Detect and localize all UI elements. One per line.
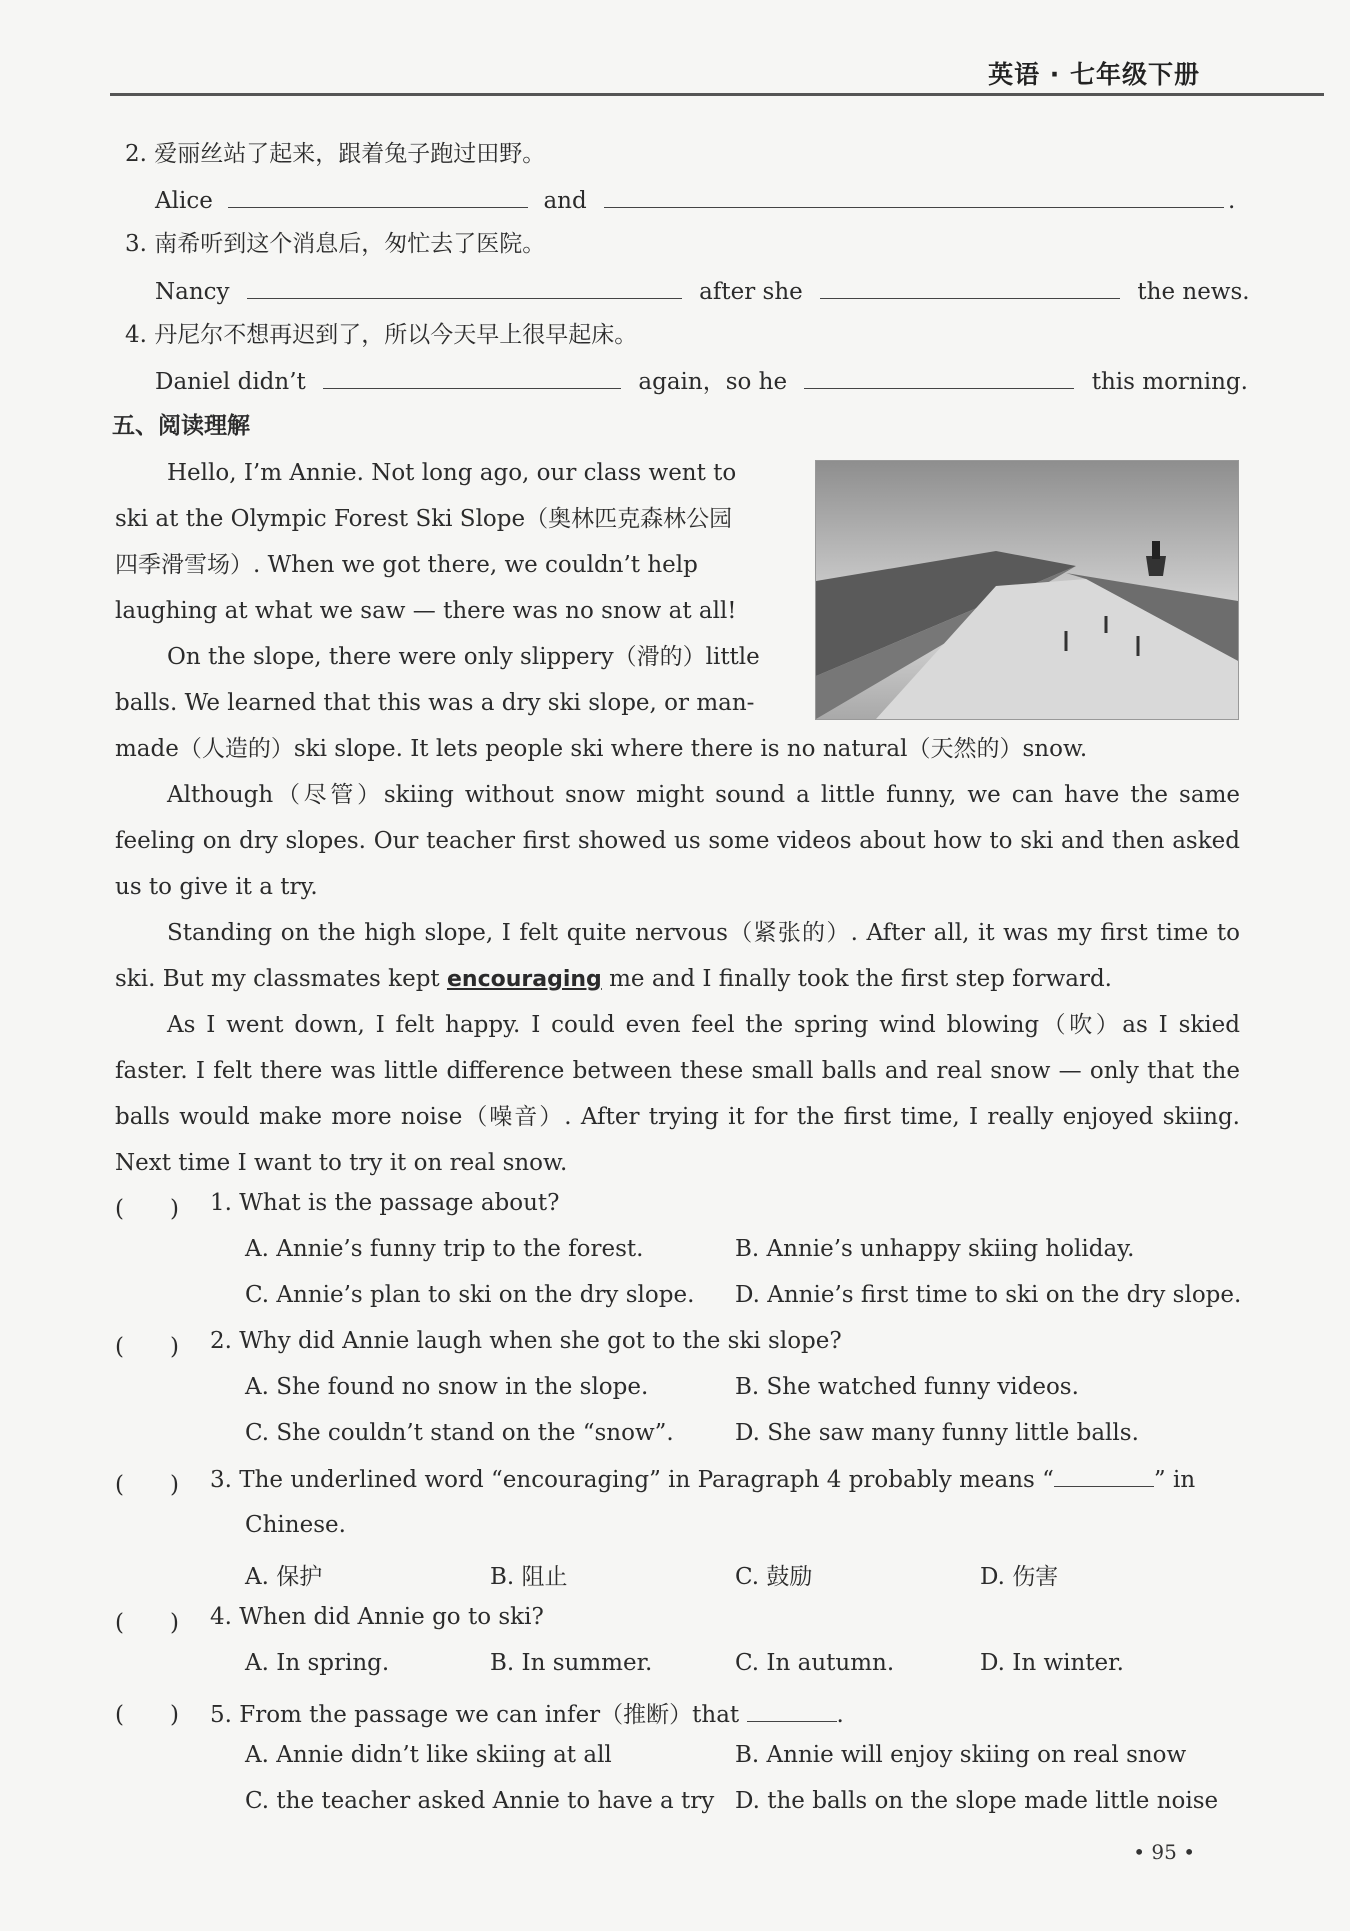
chinese-sentence: 爱丽丝站了起来，跟着兔子跑过田野。 [154,141,546,167]
sentence-word: after she [699,279,803,305]
item-number: 2. [125,141,147,167]
answer-paren[interactable]: ( ) [115,1334,179,1360]
answer-blank[interactable] [323,362,621,389]
translation-item-3-chinese [125,226,545,262]
translation-item-2-answer [155,181,1235,217]
sentence-punct: . [1228,188,1236,214]
page-number: • 95 • [1133,1840,1195,1864]
answer-blank[interactable] [1054,1466,1154,1487]
option-d[interactable]: D. the balls on the slope made little noise [735,1788,1219,1814]
answer-blank[interactable] [820,272,1120,299]
question-2-stem: 2. Why did Annie laugh when she got to the ski slope? [210,1328,842,1354]
answer-blank[interactable] [247,272,682,299]
passage-paragraph-3: Although（尽管）skiing without snow might sound a little funny, we can have the same feeling on dry slopes. Our teacher first showed us some videos about how to ski and then asked us to give it a try. [115,782,1240,900]
answer-blank[interactable] [604,181,1224,208]
answer-blank[interactable] [228,181,528,208]
option-b[interactable]: B. 阻止 [490,1564,568,1590]
passage-paragraph-1: Hello, I’m Annie. Not long ago, our class went to ski at the Olympic Forest Ski Slope（奥林匹克森林公园 四季滑雪场）. When we got there, we couldn’t help laughing at what we saw — there was no snow at all! On the slope, there were only slippery（滑的）little balls. We learned that this was a dry ski slope, or man- [115,460,760,716]
option-b[interactable]: B. She watched funny videos. [735,1374,1079,1400]
option-b[interactable]: B. Annie will enjoy skiing on real snow [735,1742,1187,1768]
option-a[interactable]: A. In spring. [245,1650,390,1676]
question-3-stem: 3. The underlined word “encouraging” in Paragraph 4 probably means “ ” in [210,1467,1196,1493]
sentence-word: Alice [155,188,213,214]
option-a[interactable]: A. Annie didn’t like skiing at all [245,1742,612,1768]
option-d[interactable]: D. 伤害 [980,1564,1059,1590]
sentence-word: Daniel didn’t [155,369,306,395]
option-b[interactable]: B. Annie’s unhappy skiing holiday. [735,1236,1135,1262]
passage-paragraph-4: Standing on the high slope, I felt quite nervous（紧张的）. After all, it was my first time to ski. But my classmates kept encouraging me and I finally took the first step forward. [115,920,1240,992]
page-header-title: 英语 · 七年级下册 [988,60,1200,89]
option-b[interactable]: B. In summer. [490,1650,653,1676]
answer-blank[interactable] [747,1701,837,1722]
header-divider [110,93,1324,96]
answer-paren[interactable]: ( ) [115,1702,179,1728]
section-title: 五、阅读理解 [112,413,250,439]
question-4-stem: 4. When did Annie go to ski? [210,1604,544,1630]
answer-paren[interactable]: ( ) [115,1472,179,1498]
translation-item-2-chinese [125,136,545,172]
option-d[interactable]: D. In winter. [980,1650,1124,1676]
option-a[interactable]: A. Annie’s funny trip to the forest. [245,1236,644,1262]
option-d[interactable]: D. Annie’s first time to ski on the dry slope. [735,1282,1242,1308]
answer-blank[interactable] [804,362,1074,389]
chinese-sentence: 丹尼尔不想再迟到了，所以今天早上很早起床。 [154,322,638,348]
translation-item-3-answer [155,272,1250,308]
passage-paragraph-5: As I went down, I felt happy. I could even feel the spring wind blowing（吹）as I skied faster. I felt there was little difference between these small balls and real snow — only that the balls would make more noise（噪音）. After trying it for the first time, I really enjoyed skiing. Next time I want to try it on real snow. [115,1012,1240,1176]
item-number: 4. [125,322,147,348]
question-3-stem-cont: Chinese. [245,1512,346,1538]
item-number: 3. [125,231,147,257]
option-d[interactable]: D. She saw many funny little balls. [735,1420,1139,1446]
option-c[interactable]: C. the teacher asked Annie to have a try [245,1788,715,1814]
underlined-word: encouraging [446,967,602,992]
answer-paren[interactable]: ( ) [115,1610,179,1636]
question-1-stem: 1. What is the passage about? [210,1190,560,1216]
ski-slope-photo [815,460,1239,720]
answer-paren[interactable]: ( ) [115,1196,179,1222]
sentence-word: this morning. [1091,369,1248,395]
sentence-word: the news. [1137,279,1250,305]
option-a[interactable]: A. She found no snow in the slope. [245,1374,649,1400]
sentence-word: and [543,188,587,214]
option-c[interactable]: C. 鼓励 [735,1564,813,1590]
option-c[interactable]: C. Annie’s plan to ski on the dry slope. [245,1282,695,1308]
option-c[interactable]: C. She couldn’t stand on the “snow”. [245,1420,674,1446]
sentence-word: again，so he [638,369,788,395]
translation-item-4-answer [155,362,1248,398]
option-a[interactable]: A. 保护 [245,1564,323,1590]
sentence-word: Nancy [155,279,230,305]
option-c[interactable]: C. In autumn. [735,1650,895,1676]
chinese-sentence: 南希听到这个消息后，匆忙去了医院。 [154,231,546,257]
translation-item-4-chinese [125,317,637,353]
passage-paragraph-2-cont: made（人造的）ski slope. It lets people ski where there is no natural（天然的）snow. [115,736,1088,762]
question-5-stem: 5. From the passage we can infer（推断）that . [210,1702,844,1728]
